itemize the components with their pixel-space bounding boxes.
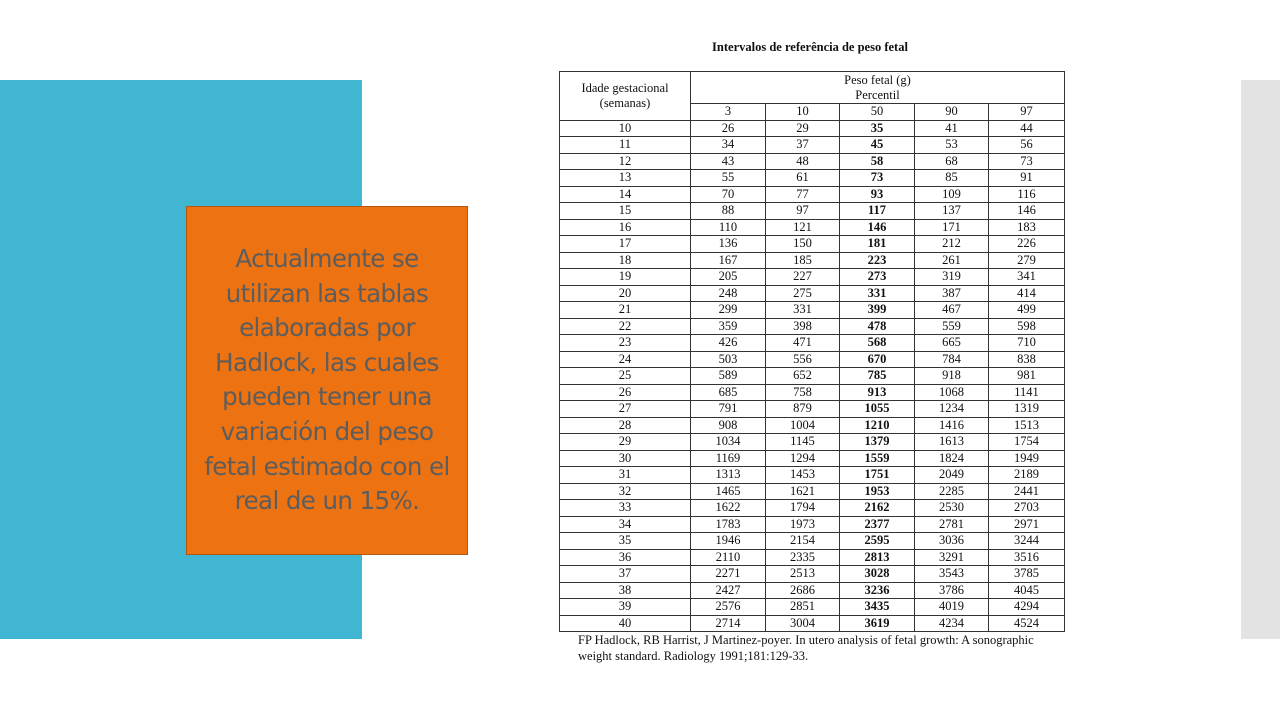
table-row	[560, 533, 1065, 550]
weight-cell: 150	[766, 236, 840, 253]
weight-cell: 1416	[915, 417, 989, 434]
table-row	[560, 467, 1065, 484]
weight-cell: 53	[915, 137, 989, 154]
table-row	[560, 302, 1065, 319]
table-row	[560, 137, 1065, 154]
weight-cell: 299	[691, 302, 766, 319]
weight-cell: 226	[989, 236, 1065, 253]
weight-cell: 44	[989, 120, 1065, 137]
table-row	[560, 269, 1065, 286]
weight-cell: 4019	[915, 599, 989, 616]
weight-cell: 4294	[989, 599, 1065, 616]
week-cell: 38	[560, 582, 691, 599]
fetal-weight-header-label: Peso fetal (g)	[844, 72, 911, 87]
weight-cell: 3036	[915, 533, 989, 550]
weight-cell: 1622	[691, 500, 766, 517]
table-row	[560, 566, 1065, 583]
weight-cell: 319	[915, 269, 989, 286]
weight-cell: 1559	[840, 450, 915, 467]
week-cell: 14	[560, 186, 691, 203]
weight-cell: 279	[989, 252, 1065, 269]
weight-cell: 55	[691, 170, 766, 187]
weight-cell: 1953	[840, 483, 915, 500]
weight-cell: 43	[691, 153, 766, 170]
weight-cell: 261	[915, 252, 989, 269]
percentile-header-cell: 50	[840, 104, 915, 121]
week-cell: 31	[560, 467, 691, 484]
weight-cell: 2441	[989, 483, 1065, 500]
table-row	[560, 219, 1065, 236]
week-cell: 30	[560, 450, 691, 467]
weight-cell: 399	[840, 302, 915, 319]
table-row	[560, 483, 1065, 500]
week-cell: 27	[560, 401, 691, 418]
weight-cell: 2049	[915, 467, 989, 484]
weight-cell: 3291	[915, 549, 989, 566]
table-title: Intervalos de referência de peso fetal	[712, 40, 908, 54]
percentile-header-cell: 97	[989, 104, 1065, 121]
weight-cell: 1973	[766, 516, 840, 533]
weight-cell: 116	[989, 186, 1065, 203]
weight-cell: 1513	[989, 417, 1065, 434]
fetal-weight-table	[559, 71, 1065, 632]
week-cell: 34	[560, 516, 691, 533]
weight-cell: 1169	[691, 450, 766, 467]
table-row	[560, 516, 1065, 533]
weight-cell: 2576	[691, 599, 766, 616]
weight-cell: 29	[766, 120, 840, 137]
weight-cell: 183	[989, 219, 1065, 236]
weight-cell: 93	[840, 186, 915, 203]
weight-cell: 1234	[915, 401, 989, 418]
table-row	[560, 120, 1065, 137]
weight-cell: 91	[989, 170, 1065, 187]
weight-cell: 3236	[840, 582, 915, 599]
table-row	[560, 153, 1065, 170]
weight-cell: 1210	[840, 417, 915, 434]
weight-cell: 556	[766, 351, 840, 368]
weight-cell: 1783	[691, 516, 766, 533]
fetal-weight-header	[691, 72, 1065, 104]
weight-cell: 275	[766, 285, 840, 302]
table-row	[560, 285, 1065, 302]
weight-cell: 559	[915, 318, 989, 335]
weight-cell: 426	[691, 335, 766, 352]
weight-cell: 4524	[989, 615, 1065, 632]
weight-cell: 2703	[989, 500, 1065, 517]
weight-cell: 2377	[840, 516, 915, 533]
weight-cell: 34	[691, 137, 766, 154]
weight-cell: 227	[766, 269, 840, 286]
weight-cell: 146	[989, 203, 1065, 220]
weight-cell: 913	[840, 384, 915, 401]
week-cell: 35	[560, 533, 691, 550]
weight-cell: 908	[691, 417, 766, 434]
week-cell: 13	[560, 170, 691, 187]
weight-cell: 785	[840, 368, 915, 385]
weight-cell: 3516	[989, 549, 1065, 566]
weight-cell: 121	[766, 219, 840, 236]
weight-cell: 471	[766, 335, 840, 352]
weight-cell: 791	[691, 401, 766, 418]
weight-cell: 1145	[766, 434, 840, 451]
weight-cell: 758	[766, 384, 840, 401]
weight-cell: 2110	[691, 549, 766, 566]
week-cell: 21	[560, 302, 691, 319]
weight-cell: 1379	[840, 434, 915, 451]
week-cell: 20	[560, 285, 691, 302]
week-cell: 11	[560, 137, 691, 154]
table-row	[560, 500, 1065, 517]
percentile-header-cell: 90	[915, 104, 989, 121]
weight-cell: 414	[989, 285, 1065, 302]
weight-cell: 2513	[766, 566, 840, 583]
weight-cell: 3543	[915, 566, 989, 583]
weight-cell: 77	[766, 186, 840, 203]
weight-cell: 4234	[915, 615, 989, 632]
week-cell: 23	[560, 335, 691, 352]
weight-cell: 73	[840, 170, 915, 187]
gestational-age-header	[560, 72, 691, 121]
weight-cell: 499	[989, 302, 1065, 319]
table-row	[560, 170, 1065, 187]
week-cell: 22	[560, 318, 691, 335]
weight-cell: 2781	[915, 516, 989, 533]
callout-box	[186, 206, 468, 555]
weight-cell: 665	[915, 335, 989, 352]
weight-cell: 387	[915, 285, 989, 302]
weight-cell: 2271	[691, 566, 766, 583]
weight-cell: 1465	[691, 483, 766, 500]
weight-cell: 331	[840, 285, 915, 302]
percentile-header-cell: 10	[766, 104, 840, 121]
weight-cell: 117	[840, 203, 915, 220]
week-cell: 16	[560, 219, 691, 236]
week-cell: 18	[560, 252, 691, 269]
weight-cell: 2851	[766, 599, 840, 616]
weight-cell: 3619	[840, 615, 915, 632]
weight-cell: 838	[989, 351, 1065, 368]
weight-cell: 398	[766, 318, 840, 335]
weight-cell: 3785	[989, 566, 1065, 583]
week-cell: 25	[560, 368, 691, 385]
table-row	[560, 318, 1065, 335]
week-cell: 29	[560, 434, 691, 451]
weight-cell: 2335	[766, 549, 840, 566]
table-row	[560, 401, 1065, 418]
weight-cell: 2154	[766, 533, 840, 550]
table-row	[560, 549, 1065, 566]
week-cell: 33	[560, 500, 691, 517]
week-cell: 40	[560, 615, 691, 632]
weight-cell: 359	[691, 318, 766, 335]
table-row	[560, 582, 1065, 599]
table-row	[560, 252, 1065, 269]
weight-cell: 331	[766, 302, 840, 319]
weight-cell: 1613	[915, 434, 989, 451]
weight-cell: 1453	[766, 467, 840, 484]
percentile-header-label: Percentil	[855, 87, 900, 102]
weight-cell: 248	[691, 285, 766, 302]
weight-cell: 35	[840, 120, 915, 137]
week-cell: 15	[560, 203, 691, 220]
table-row	[560, 384, 1065, 401]
weight-cell: 56	[989, 137, 1065, 154]
week-cell: 32	[560, 483, 691, 500]
table-body	[560, 120, 1065, 632]
weight-cell: 1949	[989, 450, 1065, 467]
table-row	[560, 236, 1065, 253]
weight-cell: 598	[989, 318, 1065, 335]
reference-table-image	[556, 36, 1066, 663]
weight-cell: 146	[840, 219, 915, 236]
weight-cell: 589	[691, 368, 766, 385]
weight-cell: 2686	[766, 582, 840, 599]
weight-cell: 2595	[840, 533, 915, 550]
gestational-age-header-label: Idade gestacional (semanas)	[581, 80, 669, 110]
weight-cell: 918	[915, 368, 989, 385]
weight-cell: 879	[766, 401, 840, 418]
weight-cell: 1055	[840, 401, 915, 418]
weight-cell: 212	[915, 236, 989, 253]
weight-cell: 109	[915, 186, 989, 203]
weight-cell: 710	[989, 335, 1065, 352]
table-row	[560, 351, 1065, 368]
table-row	[560, 599, 1065, 616]
weight-cell: 3244	[989, 533, 1065, 550]
weight-cell: 1068	[915, 384, 989, 401]
weight-cell: 2427	[691, 582, 766, 599]
weight-cell: 3028	[840, 566, 915, 583]
weight-cell: 41	[915, 120, 989, 137]
weight-cell: 97	[766, 203, 840, 220]
weight-cell: 341	[989, 269, 1065, 286]
week-cell: 19	[560, 269, 691, 286]
table-row	[560, 335, 1065, 352]
weight-cell: 685	[691, 384, 766, 401]
weight-cell: 273	[840, 269, 915, 286]
week-cell: 28	[560, 417, 691, 434]
table-row	[560, 450, 1065, 467]
week-cell: 12	[560, 153, 691, 170]
weight-cell: 136	[691, 236, 766, 253]
weight-cell: 1313	[691, 467, 766, 484]
weight-cell: 981	[989, 368, 1065, 385]
weight-cell: 37	[766, 137, 840, 154]
weight-cell: 61	[766, 170, 840, 187]
weight-cell: 1946	[691, 533, 766, 550]
callout-text: Actualmente se utilizan las tablas elaboradas por Hadlock, las cuales pueden tener una variación del peso fetal estimado con el real de un 15%.	[204, 244, 450, 516]
weight-cell: 670	[840, 351, 915, 368]
weight-cell: 1004	[766, 417, 840, 434]
weight-cell: 478	[840, 318, 915, 335]
weight-cell: 70	[691, 186, 766, 203]
weight-cell: 88	[691, 203, 766, 220]
week-cell: 17	[560, 236, 691, 253]
weight-cell: 1034	[691, 434, 766, 451]
weight-cell: 73	[989, 153, 1065, 170]
week-cell: 24	[560, 351, 691, 368]
weight-cell: 2714	[691, 615, 766, 632]
weight-cell: 68	[915, 153, 989, 170]
weight-cell: 3435	[840, 599, 915, 616]
percentile-header-cell: 3	[691, 104, 766, 121]
weight-cell: 1751	[840, 467, 915, 484]
weight-cell: 1754	[989, 434, 1065, 451]
week-cell: 37	[560, 566, 691, 583]
weight-cell: 205	[691, 269, 766, 286]
table-row	[560, 615, 1065, 632]
citation-text: FP Hadlock, RB Harrist, J Martinez-poyer. In utero analysis of fetal growth: A sonographic weight standard. Radiology 1991;181:129-33.	[578, 633, 1034, 663]
week-cell: 10	[560, 120, 691, 137]
weight-cell: 137	[915, 203, 989, 220]
weight-cell: 1294	[766, 450, 840, 467]
table-row	[560, 368, 1065, 385]
weight-cell: 26	[691, 120, 766, 137]
weight-cell: 2189	[989, 467, 1065, 484]
weight-cell: 3004	[766, 615, 840, 632]
side-gray-strip	[1241, 80, 1280, 639]
weight-cell: 2813	[840, 549, 915, 566]
weight-cell: 110	[691, 219, 766, 236]
weight-cell: 503	[691, 351, 766, 368]
weight-cell: 3786	[915, 582, 989, 599]
weight-cell: 223	[840, 252, 915, 269]
table-row	[560, 417, 1065, 434]
weight-cell: 171	[915, 219, 989, 236]
week-cell: 36	[560, 549, 691, 566]
weight-cell: 58	[840, 153, 915, 170]
weight-cell: 1141	[989, 384, 1065, 401]
weight-cell: 185	[766, 252, 840, 269]
weight-cell: 2530	[915, 500, 989, 517]
weight-cell: 181	[840, 236, 915, 253]
weight-cell: 1794	[766, 500, 840, 517]
week-cell: 39	[560, 599, 691, 616]
weight-cell: 2162	[840, 500, 915, 517]
weight-cell: 652	[766, 368, 840, 385]
weight-cell: 784	[915, 351, 989, 368]
weight-cell: 48	[766, 153, 840, 170]
weight-cell: 85	[915, 170, 989, 187]
week-cell: 26	[560, 384, 691, 401]
table-row	[560, 434, 1065, 451]
weight-cell: 1824	[915, 450, 989, 467]
weight-cell: 568	[840, 335, 915, 352]
weight-cell: 1621	[766, 483, 840, 500]
weight-cell: 2285	[915, 483, 989, 500]
weight-cell: 167	[691, 252, 766, 269]
weight-cell: 1319	[989, 401, 1065, 418]
table-row	[560, 203, 1065, 220]
table-row	[560, 186, 1065, 203]
weight-cell: 467	[915, 302, 989, 319]
weight-cell: 2971	[989, 516, 1065, 533]
weight-cell: 4045	[989, 582, 1065, 599]
weight-cell: 45	[840, 137, 915, 154]
